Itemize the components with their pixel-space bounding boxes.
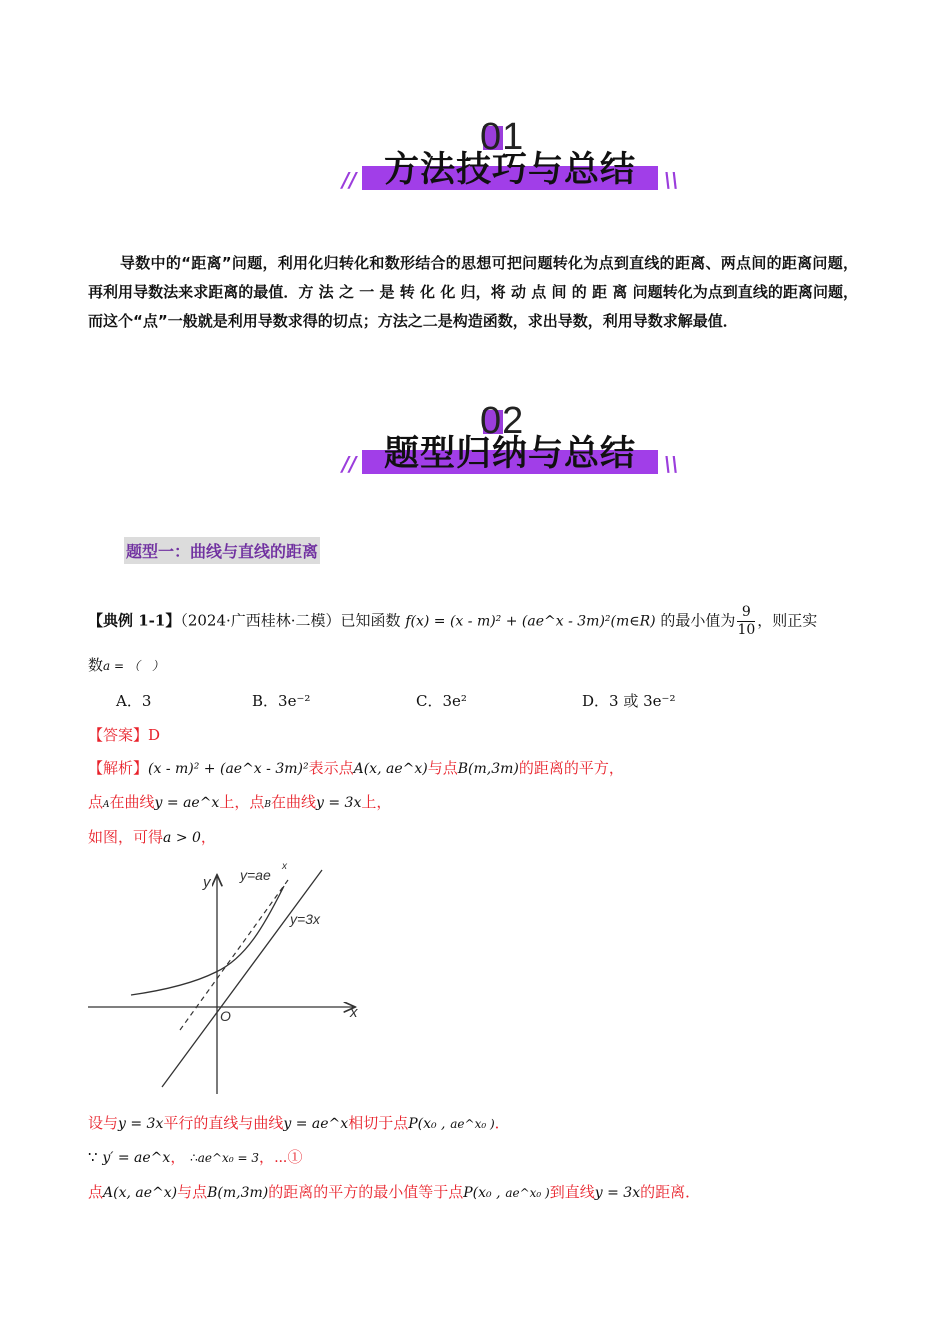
analysis-line-4 <box>88 1112 510 1133</box>
option-d-value: 3 或 3e⁻² <box>609 692 676 710</box>
slash-decoration-right: \\ <box>664 168 679 192</box>
analysis-text: 在曲线 <box>109 793 155 811</box>
fraction-numerator: 9 <box>737 604 755 622</box>
option-b-value: 3e⁻² <box>278 692 311 710</box>
curve-equation: y = ae^x <box>283 1116 349 1132</box>
equation-marker: ，⋯① <box>258 1148 303 1166</box>
example-line2-prefix: 数 <box>88 656 104 674</box>
option-d[interactable] <box>582 690 675 711</box>
analysis-text: 平行的直线与曲线 <box>163 1114 284 1132</box>
example-line2-var: a = （ ） <box>103 659 164 673</box>
problem-type-heading: 题型一：曲线与直线的距离 <box>124 537 320 564</box>
line-equation: y = 3x <box>316 795 362 811</box>
tangent-point-y: ae^x₀ ) <box>505 1186 550 1200</box>
derivative-expression: y′ = ae^x <box>102 1150 171 1166</box>
curve-label-exponent: x <box>282 861 287 872</box>
tangent-condition: ae^x₀ = 3 <box>197 1151 259 1165</box>
section-title: 题型归纳与总结 <box>383 434 636 474</box>
answer-label: 【答案】 <box>88 726 149 744</box>
analysis-label: 【解析】 <box>88 759 149 777</box>
y-axis-label: y <box>203 874 211 891</box>
curve-equation: y = ae^x <box>154 795 220 811</box>
option-c[interactable] <box>416 690 467 711</box>
fraction-denominator: 10 <box>737 622 756 638</box>
line-equation: y = 3x <box>594 1185 641 1201</box>
line-equation: y = 3x <box>118 1116 164 1132</box>
line-label: y=3x <box>290 911 320 927</box>
intro-paragraph: 导数中的“距离”问题，利用化归转化和数形结合的思想可把问题转化为点到直线的距离、两点间的距离问题，再利用导数法来求距离的最值．方 法 之 一 是 转 化 化 归，将 动 点 间 的 距 离 问题转化为点到直线的距离问题，而这个“点”一般就是利用导数求得的切点；方法之二是构造函数，求出导数，利用导数求解最值． <box>88 254 858 330</box>
analysis-text: 的距离的平方， <box>518 759 624 777</box>
point-a-label: A <box>103 800 110 810</box>
because-symbol: ∵ <box>88 1148 98 1166</box>
line-3x <box>162 870 322 1087</box>
example-tail-text: ，则正实 <box>757 611 818 630</box>
analysis-text: 在曲线 <box>270 793 316 811</box>
x-axis-label: x <box>350 1004 358 1021</box>
analysis-text: 的距离的平方的最小值等于点 <box>268 1183 464 1201</box>
point-b-label: B <box>264 800 271 810</box>
answer-value: D <box>148 726 161 744</box>
analysis-text: ， <box>200 828 216 846</box>
section-number: 01 <box>480 116 525 158</box>
example-function: f(x) = (x - m)² + (ae^x - 3m)²(m∈R) <box>405 613 656 630</box>
analysis-line-6 <box>88 1181 700 1202</box>
option-d-label: D． <box>582 692 610 710</box>
slash-decoration-right: \\ <box>664 452 679 476</box>
analysis-text: 相切于点 <box>348 1114 409 1132</box>
answer-line <box>88 724 160 745</box>
point-b: B(m,3m) <box>457 761 519 777</box>
graph-figure <box>86 856 366 1096</box>
tangent-point-y: ae^x₀ ) <box>450 1117 495 1131</box>
analysis-text: 上， <box>361 793 392 811</box>
example-line-1 <box>88 604 817 639</box>
section-header-2 <box>330 400 690 500</box>
option-b-label: B． <box>252 692 279 710</box>
origin-label: O <box>220 1008 231 1024</box>
example-label: 【典例 1-1】 <box>88 611 181 630</box>
analysis-line-3 <box>88 826 216 847</box>
analysis-text: 与点 <box>177 1183 208 1201</box>
option-a[interactable] <box>116 690 151 711</box>
tangent-point: P(x₀ , <box>463 1185 501 1201</box>
exponential-curve <box>131 886 284 995</box>
analysis-text: 的距离． <box>640 1183 701 1201</box>
analysis-text: 如图，可得 <box>88 828 164 846</box>
analysis-text: 设与 <box>88 1114 119 1132</box>
option-a-label: A． <box>116 692 142 710</box>
example-line-2 <box>88 654 164 675</box>
point-b: B(m,3m) <box>207 1185 269 1201</box>
option-c-label: C． <box>416 692 443 710</box>
example-mid-text: 的最小值为 <box>660 611 736 630</box>
analysis-text: 上，点 <box>219 793 265 811</box>
analysis-line-2 <box>88 791 391 812</box>
analysis-line-1 <box>88 757 624 778</box>
therefore-symbol: ∴ <box>190 1151 198 1165</box>
section-header-1 <box>330 116 690 216</box>
analysis-expression: (x - m)² + (ae^x - 3m)² <box>148 761 309 777</box>
curve-label: y=ae <box>240 867 271 883</box>
section-number: 02 <box>480 400 525 442</box>
slash-decoration-left: // <box>342 452 357 476</box>
analysis-text: 点 <box>88 1183 104 1201</box>
option-b[interactable] <box>252 690 310 711</box>
min-value-fraction <box>737 604 755 639</box>
analysis-text: ． <box>494 1114 510 1132</box>
option-a-value: 3 <box>141 692 152 710</box>
analysis-text: 表示点 <box>308 759 354 777</box>
slash-decoration-left: // <box>342 168 357 192</box>
analysis-line-5 <box>88 1146 302 1167</box>
point-a: A(x, ae^x) <box>103 1185 178 1201</box>
analysis-text: ， <box>170 1148 186 1166</box>
section-title: 方法技巧与总结 <box>383 150 636 190</box>
option-c-value: 3e² <box>442 692 467 710</box>
analysis-text: 与点 <box>427 759 458 777</box>
analysis-text: 点 <box>88 793 104 811</box>
example-source: （2024·广西桂林·二模）已知函数 <box>180 611 401 630</box>
condition-expression: a > 0 <box>163 830 201 846</box>
point-a: A(x, ae^x) <box>353 761 428 777</box>
analysis-text: 到直线 <box>549 1183 595 1201</box>
tangent-point: P(x₀ , <box>408 1116 446 1132</box>
